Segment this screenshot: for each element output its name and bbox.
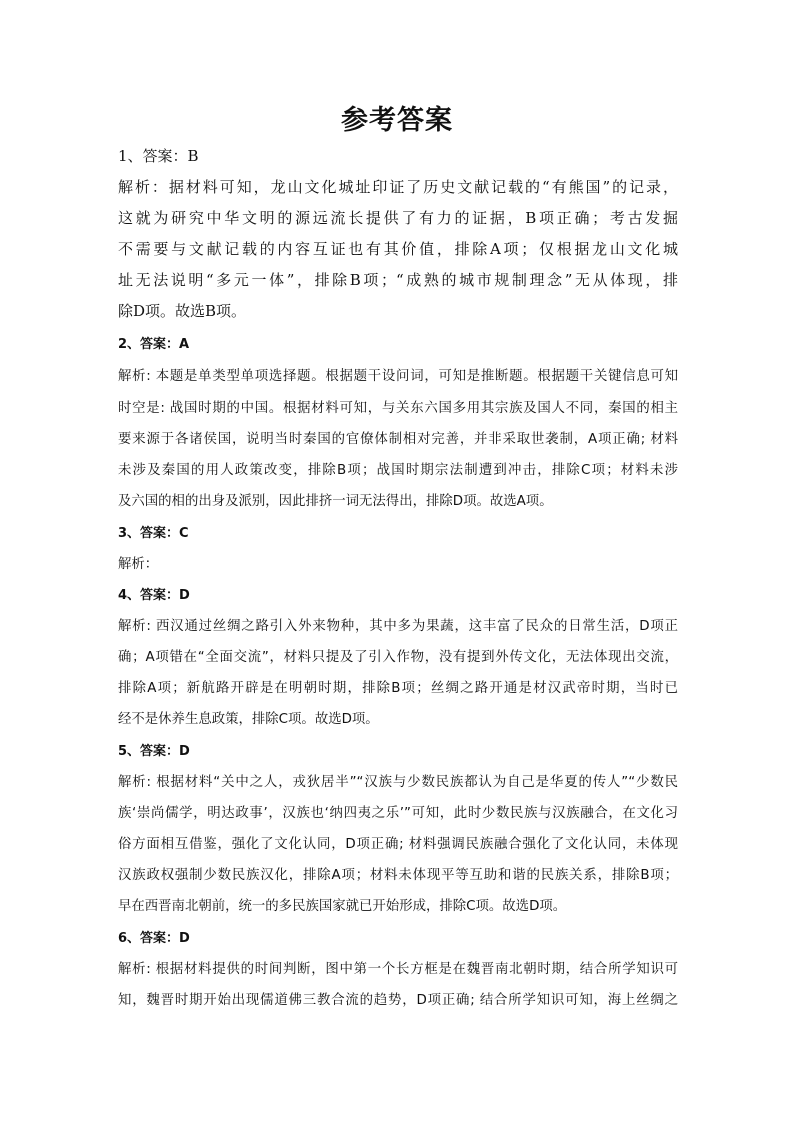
analysis-line: 解析: 本题是单类型单项选择题。根据题干设问词，可知是推断题。根据题干关键信息可知 [118,369,678,384]
analysis-line: 及六国的相的出身及派别，因此排挤一词无法得出，排除D项。故选A项。 [118,494,553,509]
page-title: 参考答案 [341,105,453,136]
analysis-line: 解析: 西汉通过丝绸之路引入外来物种，其中多为果蔬，这丰富了民众的日常生活，D项正 [118,619,678,634]
analysis-line: 排除A项；新航路开辟是在明朝时期，排除B项；丝绸之路开通是材汉武帝时期，当时已 [118,681,678,696]
analysis-line: 早在西晋南北朝前，统一的多民族国家就已开始形成，排除C项。故选D项。 [118,899,567,914]
analysis-line: 时空是: 战国时期的中国。根据材料可知，与关东六国多用其宗族及国人不同，秦国的相主 [118,401,678,416]
analysis-line: 未涉及秦国的用人政策改变，排除B项；战国时期宗法制遭到冲击，排除C项；材料未涉 [118,463,678,478]
analysis-line: 解析： [118,557,159,572]
analysis-line: 俗方面相互借鉴，强化了文化认同，D项正确; 材料强调民族融合强化了文化认同，未体现 [118,837,678,852]
analysis-line: 经不是休养生息政策，排除C项。故选D项。 [118,712,379,727]
answer-line: 3、答案：C [118,526,189,541]
answer-line: 2、答案：A [118,337,190,352]
analysis-line: 汉族政权强制少数民族汉化，排除A项；材料未体现平等互助和谐的民族关系，排除B项； [118,868,678,883]
answer-line: 5、答案：D [118,744,190,759]
analysis-line: 要来源于各诸侯国，说明当时秦国的官僚体制相对完善，并非采取世袭制，A项正确; 材料 [118,432,678,447]
analysis-line: 确；A项错在“全面交流”，材料只提及了引入作物，没有提到外传文化，无法体现出交流， [118,650,678,665]
analysis-line: 族‘崇尚儒学，明达政事’，汉族也‘纳四夷之乐’”可知，此时少数民族与汉族融合，在文化习 [118,806,678,821]
analysis-line: 解析：据材料可知，龙山文化城址印证了历史文献记载的“有熊国”的记录， [118,178,678,196]
answer-line: 1、答案：B [118,147,199,165]
answer-line: 4、答案：D [118,588,190,603]
analysis-line: 址无法说明“多元一体”，排除B项；“成熟的城市规制理念”无从体现，排 [118,271,678,289]
analysis-line: 不需要与文献记载的内容互证也有其价值，排除A项；仅根据龙山文化城 [118,240,678,258]
analysis-line: 这就为研究中华文明的源远流长提供了有力的证据，B项正确；考古发掘 [118,209,678,227]
analysis-line: 知，魏晋时期开始出现儒道佛三教合流的趋势，D项正确; 结合所学知识可知，海上丝绸之 [118,993,678,1008]
answer-line: 6、答案：D [118,931,190,946]
analysis-line: 解析: 根据材料提供的时间判断，图中第一个长方框是在魏晋南北朝时期，结合所学知识可 [118,962,678,977]
analysis-line: 解析: 根据材料“关中之人，戎狄居半”“汉族与少数民族都认为自己是华夏的传人”“少数民 [118,775,678,790]
analysis-line: 除D项。故选B项。 [118,302,247,320]
